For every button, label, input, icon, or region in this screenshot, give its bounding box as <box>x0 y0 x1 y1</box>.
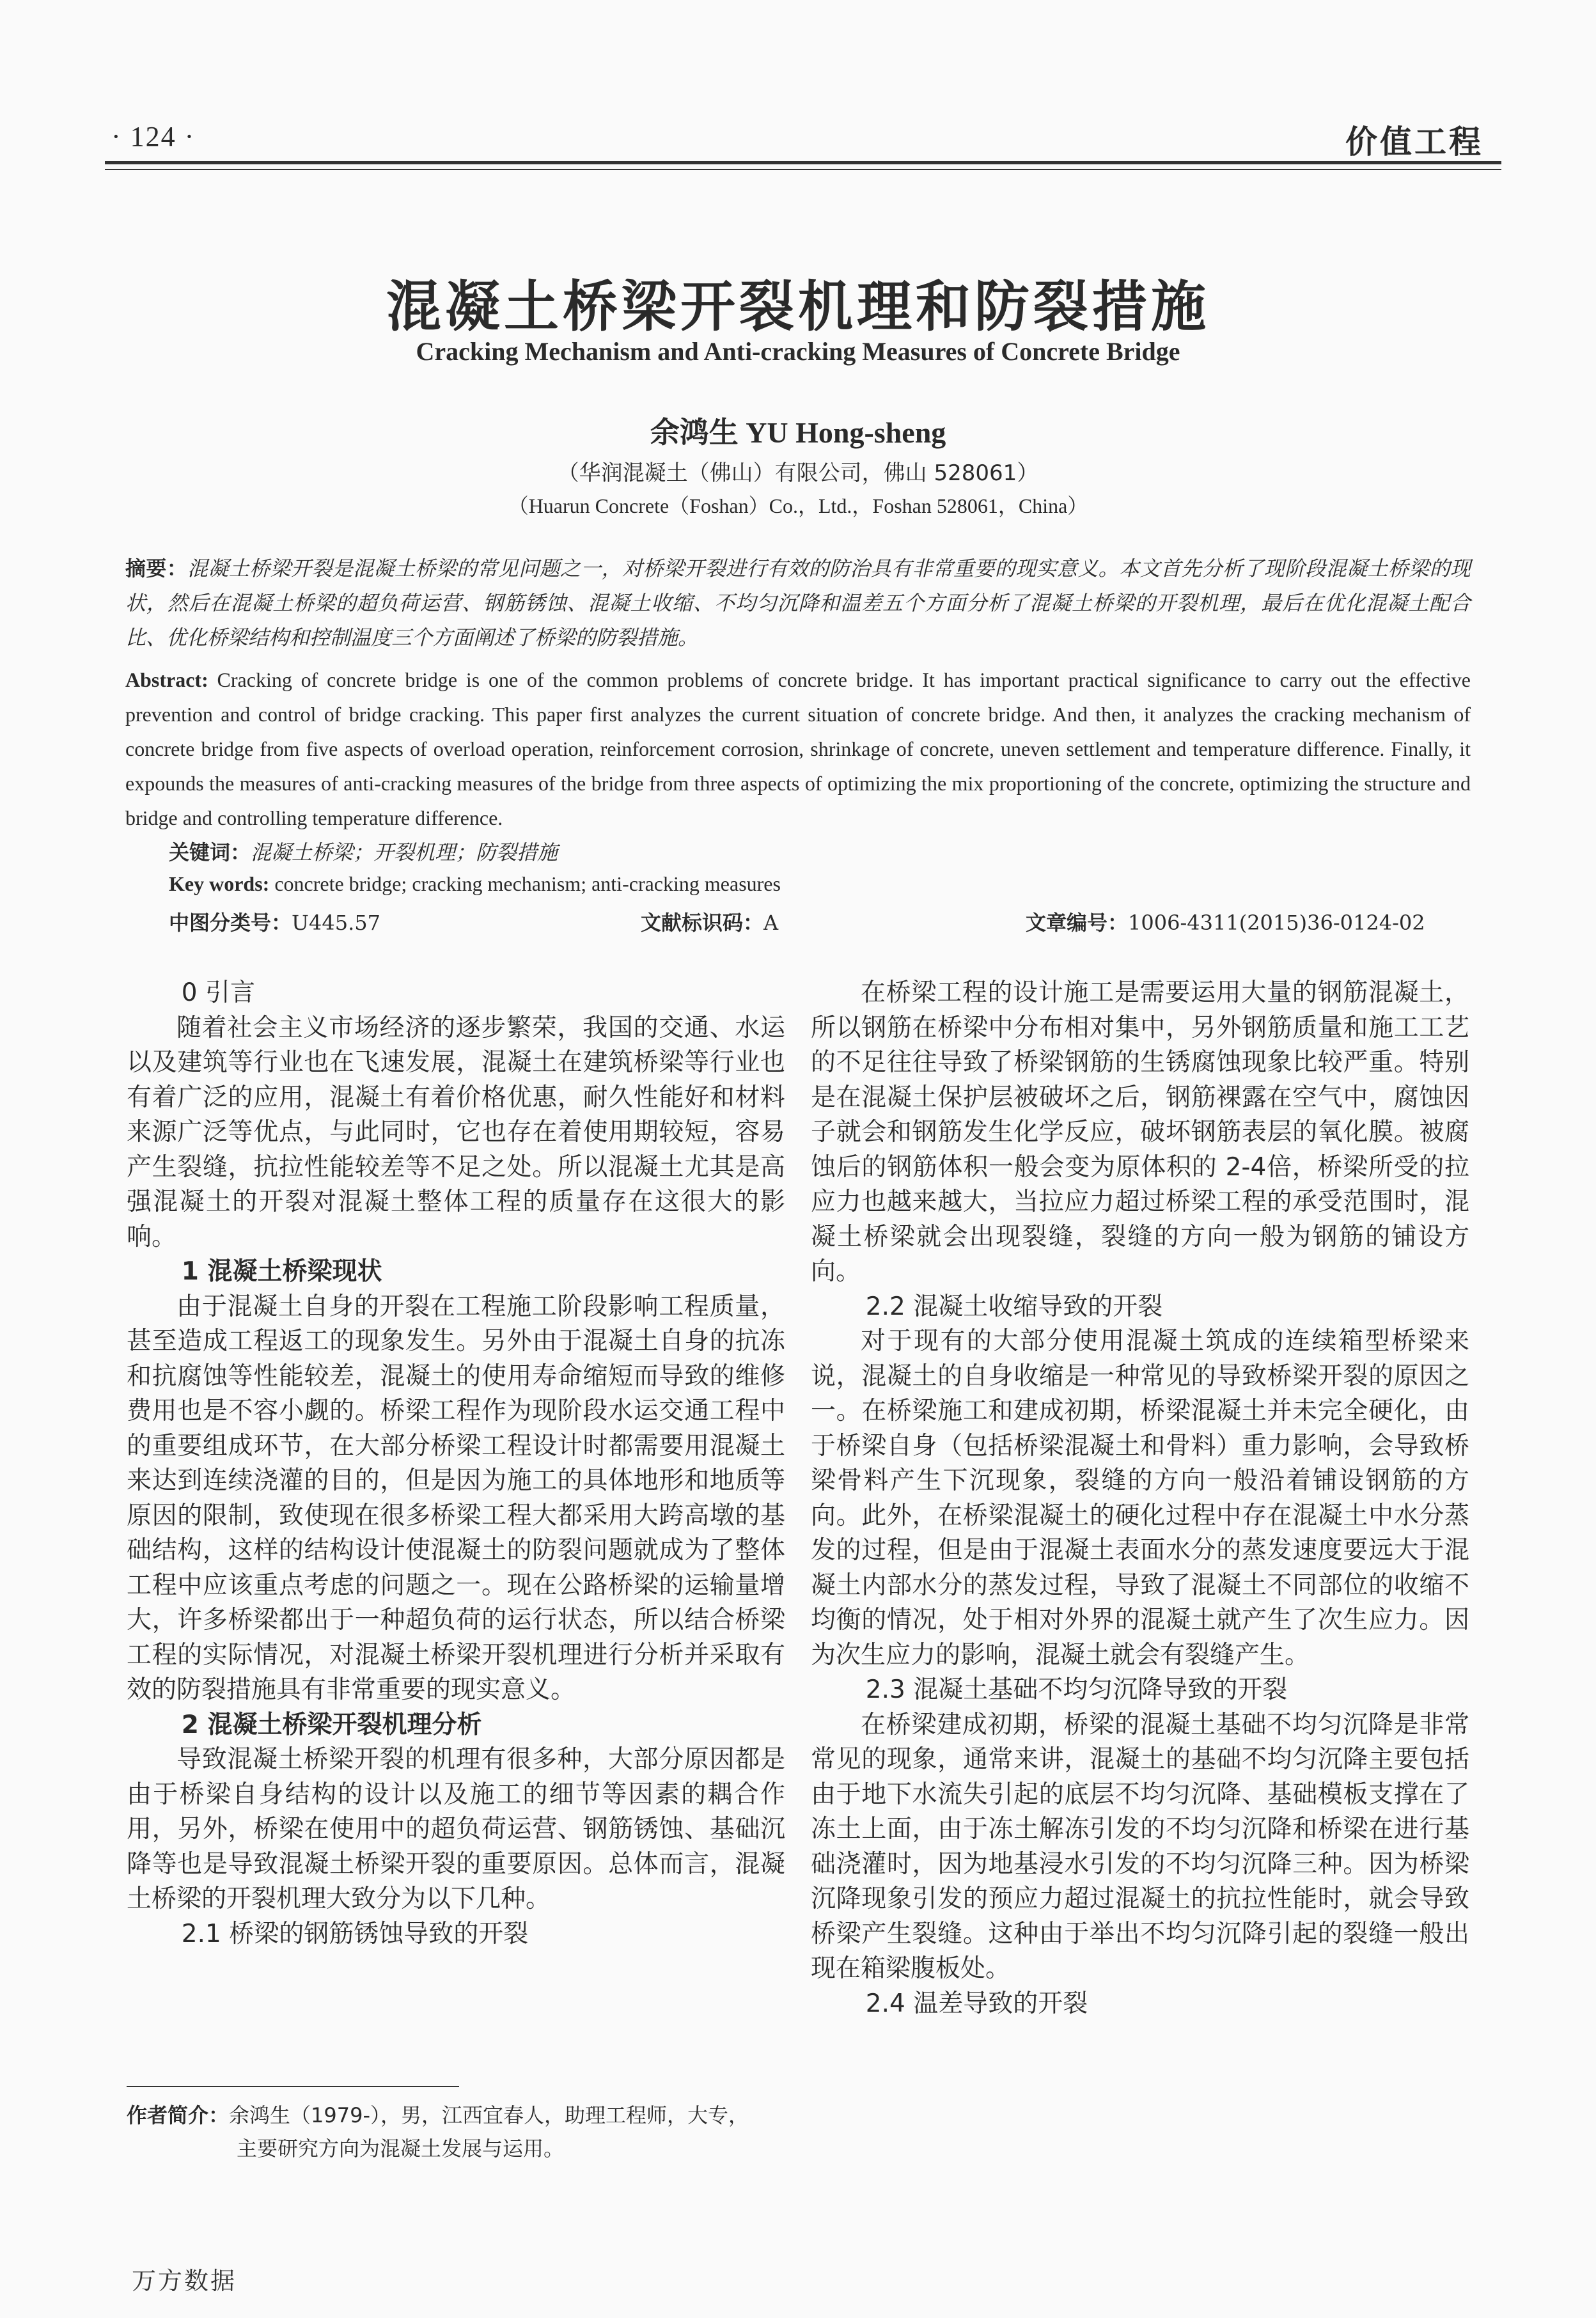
abstract-cn-label: 摘要： <box>125 556 188 581</box>
author-note <box>127 2099 792 2165</box>
paper-title-en: Cracking Mechanism and Anti-cracking Measures of Concrete Bridge <box>416 337 1180 366</box>
keywords-cn-label: 关键词： <box>169 840 251 865</box>
keywords-en-text: concrete bridge; cracking mechanism; anti-cracking measures <box>269 872 781 895</box>
document-code <box>641 907 778 936</box>
article-no-value: 1006-4311(2015)36-0124-02 <box>1128 911 1425 935</box>
paper-title-cn: 混凝土桥梁开裂机理和防裂措施 <box>386 275 1210 339</box>
header-rule <box>105 161 1501 164</box>
section-heading: 2 混凝土桥梁开裂机理分析 <box>181 1710 482 1739</box>
doc-code-value: A <box>763 911 779 935</box>
author-note-label: 作者简介： <box>127 2103 230 2127</box>
paragraph: 对于现有的大部分使用混凝土筑成的连续箱型桥梁来说，混凝土的自身收缩是一种常见的导致桥梁开裂的原因之一。在桥梁施工和建成初期，桥梁混凝土并未完全硬化，由于桥梁自身（包括桥梁混凝土和骨料）重力影响，会导致桥梁骨料产生下沉现象，裂缝的方向一般沿着铺设钢筋的方向。此外，在桥梁混凝土的硬化过程中存在混凝土中水分蒸发的过程，但是由于混凝土表面水分的蒸发速度要远大于混凝土内部水分的蒸发过程，导致了混凝土不同部位的收缩不均衡的情况，处于相对外界的混凝土就产生了次生应力。因为次生应力的影响，混凝土就会有裂缝产生。 <box>811 1327 1469 1670</box>
affiliation-en: （Huarun Concrete（Foshan）Co.，Ltd.，Foshan 528061，China） <box>508 494 1088 517</box>
body-column-left <box>127 976 785 1952</box>
header-rule-thin <box>105 169 1501 170</box>
watermark: 万方数据 <box>132 2267 237 2295</box>
author-name: 余鸿生 YU Hong-sheng <box>650 416 946 449</box>
abstract-cn-text: 混凝土桥梁开裂是混凝土桥梁的常见问题之一，对桥梁开裂进行有效的防治具有非常重要的现实意义。本文首先分析了现阶段混凝土桥梁的现状，然后在混凝土桥梁的超负荷运营、钢筋锈蚀、混凝土收缩、不均匀沉降和温差五个方面分析了混凝土桥梁的开裂机理，最后在优化混凝土配合比、优化桥梁结构和控制温度三个方面阐述了桥梁的防裂措施。 <box>125 556 1471 650</box>
clc-label: 中图分类号： <box>169 911 292 935</box>
subsection-heading: 2.1 桥梁的钢筋锈蚀导致的开裂 <box>181 1919 529 1948</box>
paragraph: 在桥梁工程的设计施工是需要运用大量的钢筋混凝土，所以钢筋在桥梁中分布相对集中，另外钢筋质量和施工工艺的不足往往导致了桥梁钢筋的生锈腐蚀现象比较严重。特别是在混凝土保护层被破坏之后，钢筋裸露在空气中，腐蚀因子就会和钢筋发生化学反应，破坏钢筋表层的氧化膜。被腐蚀后的钢筋体积一般会变为原体积的 2-4倍，桥梁所受的拉应力也越来越大，当拉应力超过桥梁工程的承受范围时，混凝土桥梁就会出现裂缝，裂缝的方向一般为钢筋的铺设方向。 <box>811 978 1469 1286</box>
body-column-right <box>811 976 1469 2021</box>
paragraph: 随着社会主义市场经济的逐步繁荣，我国的交通、水运以及建筑等行业也在飞速发展，混凝土在建筑桥梁等行业也有着广泛的应用，混凝土有着价格优惠，耐久性能好和材料来源广泛等优点，与此同时，它也存在着使用期较短，容易产生裂缝，抗拉性能较差等不足之处。所以混凝土尤其是高强混凝土的开裂对混凝土整体工程的质量存在这很大的影响。 <box>127 1013 785 1251</box>
clc-number <box>169 907 380 936</box>
clc-value: U445.57 <box>292 911 380 935</box>
subsection-heading: 2.3 混凝土基础不均匀沉降导致的开裂 <box>865 1675 1288 1704</box>
section-heading: 0 引言 <box>181 978 256 1007</box>
keywords-en <box>169 872 781 896</box>
keywords-cn <box>169 836 558 866</box>
page-number: · 124 · <box>111 121 196 152</box>
journal-name: 价值工程 <box>1345 123 1483 161</box>
paragraph: 在桥梁建成初期，桥梁的混凝土基础不均匀沉降是非常常见的现象，通常来讲，混凝土的基础不均匀沉降主要包括由于地下水流失引起的底层不均匀沉降、基础模板支撑在了冻土上面，由于冻土解冻引发的不均匀沉降和桥梁在进行基础浇灌时，因为地基浸水引发的不均匀沉降三种。因为桥梁沉降现象引发的预应力超过混凝土的抗拉性能时，就会导致桥梁产生裂缝。这种由于举出不均匀沉降引起的裂缝一般出现在箱梁腹板处。 <box>811 1710 1469 1983</box>
paragraph: 由于混凝土自身的开裂在工程施工阶段影响工程质量，甚至造成工程返工的现象发生。另外由于混凝土自身的抗冻和抗腐蚀等性能较差，混凝土的使用寿命缩短而导致的维修费用也是不容小觑的。桥梁工程作为现阶段水运交通工程中的重要组成环节，在大部分桥梁工程设计时都需要用混凝土来达到连续浇灌的目的，但是因为施工的具体地形和地质等原因的限制，致使现在很多桥梁工程大都采用大跨高墩的基础结构，这样的结构设计使混凝土的防裂问题就成为了整体工程中应该重点考虑的问题之一。现在公路桥梁的运输量增大，许多桥梁都出于一种超负荷的运行状态，所以结合桥梁工程的实际情况，对混凝土桥梁开裂机理进行分析并采取有效的防裂措施具有非常重要的现实意义。 <box>127 1292 785 1704</box>
affiliation-cn: （华润混凝土（佛山）有限公司，佛山 528061） <box>557 460 1039 486</box>
footnote-rule <box>127 2086 459 2087</box>
keywords-en-label: Key words: <box>169 872 270 895</box>
abstract-en <box>125 662 1471 835</box>
abstract-cn <box>125 551 1471 655</box>
section-heading: 1 混凝土桥梁现状 <box>181 1257 382 1286</box>
article-no-label: 文章编号： <box>1026 911 1129 935</box>
subsection-heading: 2.2 混凝土收缩导致的开裂 <box>865 1292 1163 1321</box>
article-number <box>1026 907 1425 936</box>
keywords-cn-text: 混凝土桥梁；开裂机理；防裂措施 <box>251 840 558 865</box>
doc-code-label: 文献标识码： <box>641 911 764 935</box>
author-note-line2: 主要研究方向为混凝土发展与运用。 <box>237 2136 565 2161</box>
subsection-heading: 2.4 温差导致的开裂 <box>865 1989 1088 2018</box>
paragraph: 导致混凝土桥梁开裂的机理有很多种，大部分原因都是由于桥梁自身结构的设计以及施工的细节等因素的耦合作用，另外，桥梁在使用中的超负荷运营、钢筋锈蚀、基础沉降等也是导致混凝土桥梁开裂的重要原因。总体而言，混凝土桥梁的开裂机理大致分为以下几种。 <box>127 1745 785 1913</box>
abstract-en-text: Cracking of concrete bridge is one of the common problems of concrete bridge. It has important practical significance to carry out the effective prevention and control of bridge cracking. This paper first analyzes the current situation of concrete bridge. And then, it analyzes the cracking mechanism of concrete bridge from five aspects of overload operation, reinforcement corrosion, shrinkage of concrete, uneven settlement and temperature difference. Finally, it expounds the measures of anti-cracking measures of the bridge from three aspects of optimizing the mix proportioning of the concrete, optimizing the structure and bridge and controlling temperature difference. <box>125 668 1471 829</box>
author-note-line1: 余鸿生（1979-），男，江西宜春人，助理工程师，大专， <box>229 2103 749 2127</box>
abstract-en-label: Abstract: <box>125 668 208 691</box>
